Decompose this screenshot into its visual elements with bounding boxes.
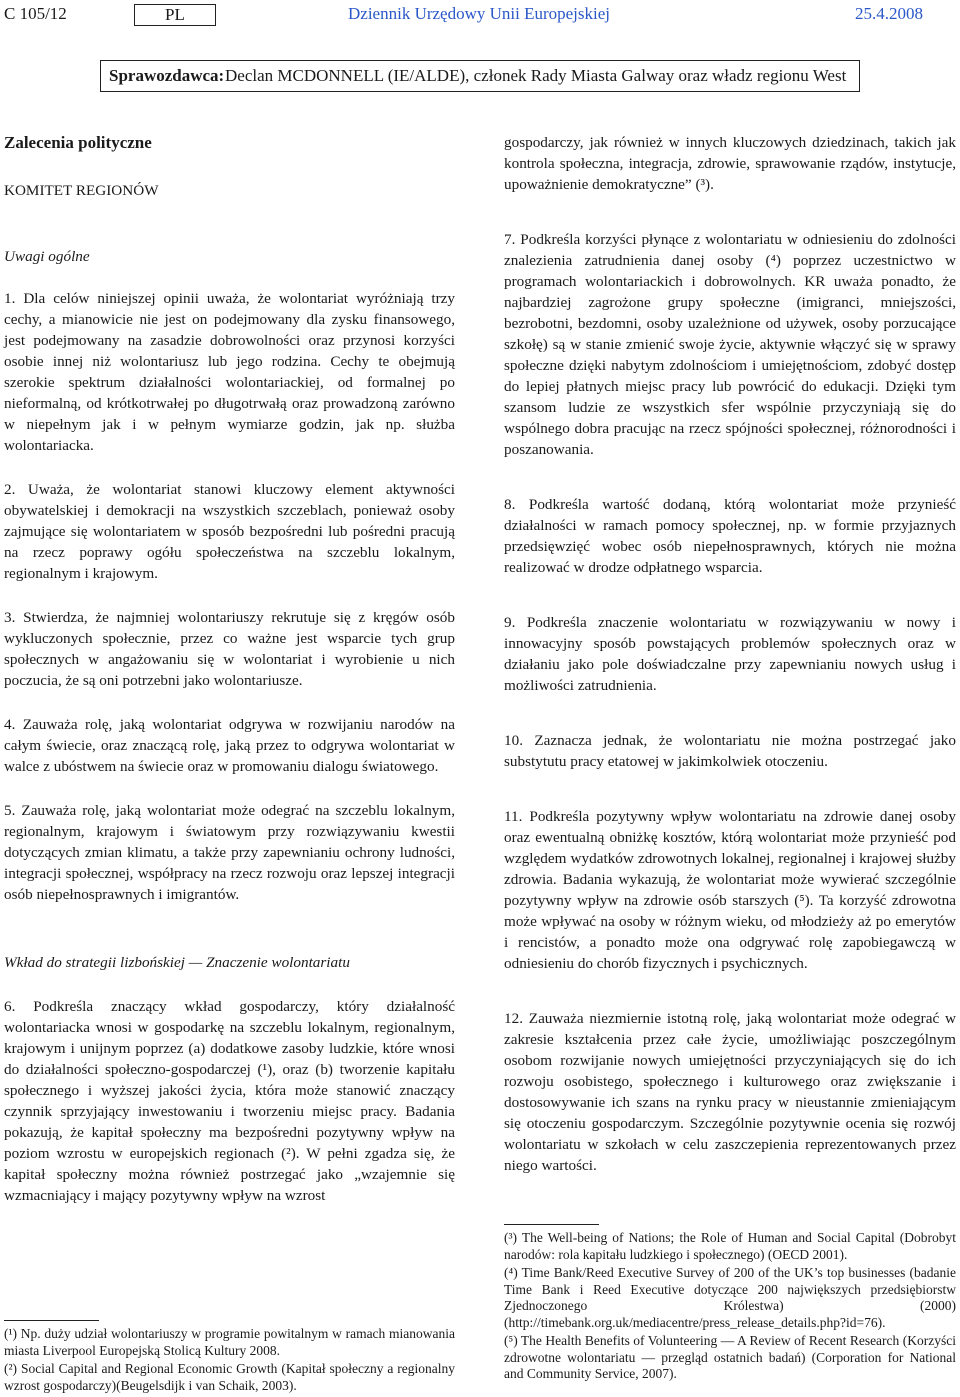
section-title: Zalecenia polityczne [4, 133, 152, 152]
footnote-rule-left [4, 1320, 99, 1321]
paragraph-6-continued: gospodarczy, jak również w innych kluczowych dziedzinach, takich jak kontrola społeczna, integracja, zdrowie, sprawowanie rządów, instytucje, upoważnienie demokratyczne” (³). [504, 134, 956, 193]
general-heading: Uwagi ogólne [4, 248, 90, 265]
paragraph-8: 8. Podkreśla wartość dodaną, którą wolontariat może przynieść działalności w ramach pomocy społecznej, np. w formie przyjaznych przedsięwzięć wobec osób niepełnosprawnych, których nie można realizować w drodze odpłatnego wsparcia. [504, 496, 956, 576]
paragraph-9: 9. Podkreśla znaczenie wolontariatu w rozwiązywaniu w nowy i innowacyjny sposób powstających problemów społecznych oraz w działaniu jako pole doświadczalne przy zapewnianiu nowych usług i możliwości zatrudnienia. [504, 614, 956, 694]
paragraph-2: 2. Uważa, że wolontariat stanowi kluczowy element aktywności obywatelskiej i demokracji na wszystkich szczeblach, ponieważ osoby zajmujące się wolontariatem w sposób bezpośredni lub pośredni pracują na rzecz poprawy ogółu społeczeństwa na szczeblu lokalnym, regionalnym i krajowym. [4, 481, 455, 582]
paragraph-1: 1. Dla celów niniejszej opinii uważa, że wolontariat wyróżniają trzy cechy, a mianowicie nie jest on podejmowany dla zysku finansowego, jest podejmowany na zasadzie dobrowolności oraz przynosi korzyści osobie innej niż wolontariusz lub jego rodzina. Cechy te obejmują szerokie spektrum działalności wolontariackiej, od formalnej po nieformalną, od krótkotrwałej po długotrwałą oraz prowadzoną zarówno w niepełnym jak i w pełnym wymiarze godzin, jak np. służba wolontariacka. [4, 290, 455, 454]
right-column [504, 132, 956, 1176]
paragraph-5: 5. Zauważa rolę, jaką wolontariat może odegrać na szczeblu lokalnym, regionalnym, krajowym i światowym przy rozwiązywaniu kwestii dotyczących zmian klimatu, a także przy zapewnianiu ochrony ludności, integracji społecznej, współpracy na rzecz rozwoju oraz lepszej integracji osób niepełnosprawnych i imigrantów. [4, 802, 455, 903]
page-reference: C 105/12 [4, 4, 67, 23]
paragraph-7: 7. Podkreśla korzyści płynące z wolontariatu w odniesieniu do zdolności znalezienia zatrudnienia danej osoby (⁴) poprzez uczestnictwo w programach wolontariackich i dobrowolnych. KR uważa ponadto, że najbardziej zagrożone grupy społeczne (imigranci, mniejszości, bezrobotni, bezdomni, osoby uzależnione od używek, osoby porzucające szkołę) są w stanie zmienić swoje życie, aktywnie włączyć się w sprawy społeczne dzięki nabytym zdolnościom i umiejętnościom, zdobyć dostęp do lepiej płatnych miejsc pracy lub powrócić do edukacji. Dzięki tym szansom ludzie ze wszystkich sfer wspólnie przyczyniają się do wspólnego dobra pracując na rzecz spójności społecznej, różnorodności i poszanowania. [504, 231, 956, 458]
footnote-1: (¹) Np. duży udział wolontariuszy w programie powitalnym w ramach mianowania miasta Liverpool Europejską Stolicą Kultury 2008. [4, 1326, 455, 1358]
publication-date: 25.4.2008 [855, 4, 923, 23]
page-header [0, 0, 960, 30]
footnote-3: (³) The Well-being of Nations; the Role of Human and Social Capital (Dobrobyt narodów: rola kapitału ludzkiego i społecznego) (OECD 2001). [504, 1230, 956, 1262]
footnote-2: (²) Social Capital and Regional Economic Growth (Kapitał społeczny a regionalny wzrost gospodarczy)(Beugelsdijk i van Schaik, 2003). [4, 1361, 455, 1393]
footnote-rule-right [504, 1224, 599, 1225]
rapporteur-box [100, 60, 860, 92]
paragraph-12: 12. Zauważa niezmiernie istotną rolę, jaką wolontariat może odegrać w zakresie kształcenia przez całe życie, umożliwiając poszczególnym osobom rozwijanie nowych umiejętności przyczyniających się do ich rozwoju osobistego, społecznego i kulturowego oraz zwiększanie i dostosowywanie ich szans na rynku pracy w nieustannie zmieniającym się otoczeniu gospodarczym. Szczególnie pozytywnie ocenia się rozwój wolontariatu w szkołach w celu zaszczepienia reprezentowanych przez niego wartości. [504, 1010, 956, 1174]
paragraph-6: 6. Podkreśla znaczący wkład gospodarczy, który działalność wolontariacka wnosi w gospodarkę na szczeblu lokalnym, regionalnym, krajowym i unijnym poprzez (a) dodatkowe zasoby ludzkie, które wnosi do działalności społeczno-gospodarczej (¹), oraz (b) tworzenie kapitału społecznego i wyższej jakości życia, która może stanowić znaczący czynnik sprzyjający inwestowaniu i tworzeniu miejsc pracy. Badania pokazują, że kapitał społeczny ma bezpośredni pozytywny wpływ na poziom wzrostu w europejskich regionach (²). W pełni zgadza się, że kapitał społeczny można również postrzegać jako „wzajemnie się wzmacniający i mający pozytywny wpływ na wzrost [4, 998, 455, 1204]
left-footnotes [4, 1326, 455, 1394]
committee-name: KOMITET REGIONÓW [4, 182, 159, 199]
paragraph-4: 4. Zauważa rolę, jaką wolontariat odgrywa w rozwijaniu narodów na całym świecie, oraz znaczącą rolę, jaką przez to odgrywa wolontariat w walce z ubóstwem na świecie oraz w promowaniu dialogu światowego. [4, 716, 455, 775]
language-badge: PL [134, 4, 216, 26]
rapporteur-label: Sprawozdawca: [109, 66, 225, 85]
journal-title: Dziennik Urzędowy Unii Europejskiej [348, 4, 611, 23]
paragraph-11: 11. Podkreśla pozytywny wpływ wolontariatu na zdrowie danej osoby oraz ewentualną obniżkę kosztów, którą wolontariat może przynieść pod względem wydatków zdrowotnych lokalnej, regionalnej i krajowej służby zdrowia. Badania wykazują, że wolontariat może wywierać szczególnie pozytywny wpływ na zdrowie osób starszych (⁵). Ta korzyść zdrowotna może wpływać na osoby w różnym wieku, od młodzieży aż po emerytów i rencistów, a ponadto może ona odgrywać rolę zapobiegawczą w odniesieniu do chorób fizycznych i psychicznych. [504, 808, 956, 972]
left-column [4, 132, 455, 1206]
rapporteur-value: Declan MCDONNELL (IE/ALDE), członek Rady Miasta Galway oraz władz regionu West [225, 66, 847, 85]
footnote-5: (⁵) The Health Benefits of Volunteering — A Review of Recent Research (Korzyści zdrowotne wolontariatu — przegląd ostatnich badań) (Corporation for National and Community Service, 2007). [504, 1333, 956, 1381]
paragraph-10: 10. Zaznacza jednak, że wolontariatu nie można postrzegać jako substytutu pracy etatowej w jakimkolwiek otoczeniu. [504, 732, 956, 770]
paragraph-3: 3. Stwierdza, że najmniej wolontariuszy rekrutuje się z kręgów osób wykluczonych społecznie, przez co ważne jest wsparcie tych grup społecznych w angażowaniu się w wolontariat i wyrobienie u nich poczucia, że są oni potrzebni jako wolontariusze. [4, 609, 455, 689]
lisbon-heading: Wkład do strategii lizbońskiej — Znaczenie wolontariatu [4, 954, 350, 971]
right-footnotes [504, 1230, 956, 1383]
footnote-4: (⁴) Time Bank/Reed Executive Survey of 200 of the UK’s top businesses (badanie Time Bank i Reed Executive dotyczące 200 największych przedsiębiorstw Zjednoczonego Królestwa) (2000) (http://timebank.org.uk/mediacentre/press_release_details.php?id=76). [504, 1265, 956, 1330]
